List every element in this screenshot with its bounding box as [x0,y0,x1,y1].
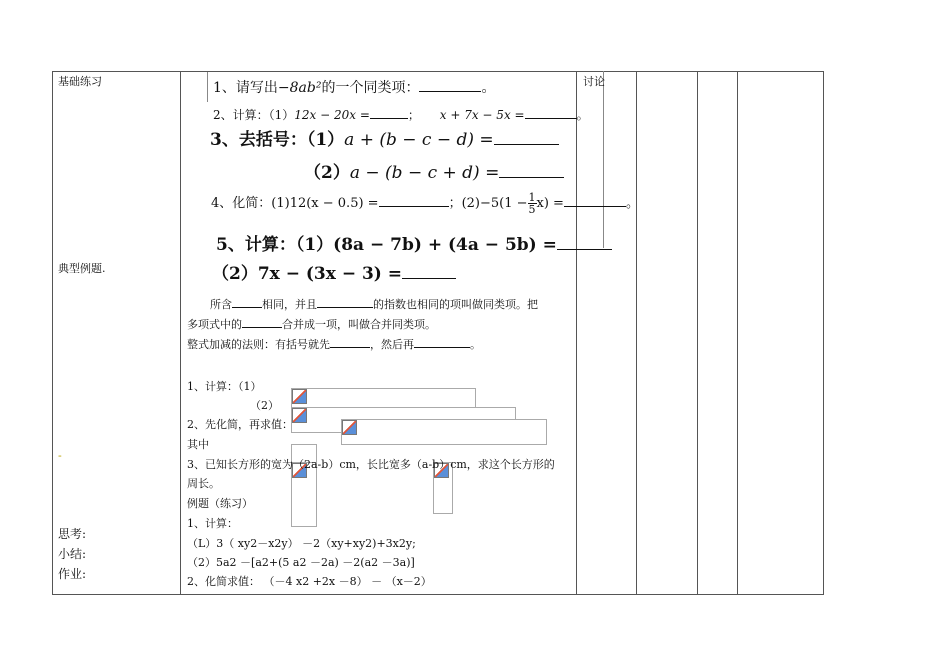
broken-image-icon [292,408,307,423]
table-top-border [52,71,824,72]
example-1-part-2: （2） [250,399,279,412]
broken-image-icon [292,389,307,404]
label-typical-example: 典型例题. [58,262,106,275]
practice-2: 2、化简求值： （－4 x2 +2x －8） － （x－2） [187,575,432,588]
concept-l1-c: 的指数也相同的项叫做同类项。把 [373,298,538,311]
exercise-1 [213,77,495,97]
exercise-3-expr2: a − (b − c + d) = [349,163,500,183]
exercise-2-expr2: x + 7x − 5x = [439,108,525,122]
column-divider-2 [576,71,577,595]
exercise-3-label2: （2） [304,163,350,183]
label-basic-practice: 基础练习 [58,75,102,88]
concept-l2-a: 多项式中的 [187,318,242,331]
practice-1-part-2: （2）5a2 －[a2+(5 a2 －2a) －2(a2 －3a)] [187,556,415,569]
practice-title: 例题（练习） [187,497,253,510]
exercise-2-expr1: 12x − 20x = [294,108,370,122]
column-divider-3 [636,71,637,595]
exercise-1-blank [419,79,481,92]
exercise-4-fraction [528,192,537,215]
exercise-2-end: 。 [576,108,589,122]
label-discussion: 讨论 [583,75,605,88]
concept-line-1 [210,295,538,312]
concept-blank-2 [317,295,373,308]
exercise-4-blank1 [379,194,449,207]
exercise-5-expr1: (8a − 7b) + (4a − 5b) = [333,235,557,255]
exercise-2-blank1 [370,106,408,119]
concept-l3-b: ，然后再 [370,338,414,351]
concept-l3-c: 。 [470,338,481,351]
exercise-2 [213,106,589,123]
example-3-line-1: 3、已知长方形的宽为（2a-b）cm，长比宽多（a-b）cm，求这个长方形的 [187,458,555,471]
concept-l1-b: 相同，并且 [262,298,317,311]
concept-line-3 [187,335,481,352]
exercise-5-label2: （2） [212,264,258,284]
exercise-3-blank1 [494,128,559,145]
image-frame-left [207,72,208,102]
exercise-3-line2 [304,158,564,183]
exercise-3-line1 [210,125,559,150]
exercise-4-expr2b: x) = [536,196,564,211]
concept-blank-1 [232,295,262,308]
concept-blank-4 [330,335,370,348]
practice-1: 1、计算： [187,517,238,530]
exercise-5-expr2: 7x − (3x − 3) = [257,264,403,284]
concept-blank-5 [414,335,470,348]
concept-l2-b: 合并成一项，叫做合并同类项。 [282,318,436,331]
exercise-5-line2 [212,259,456,284]
image-frame-right [603,71,604,248]
exercise-5-prefix: 5、计算：（1） [216,235,334,255]
exercise-1-end: 。 [481,80,496,96]
exercise-1-suffix: 的一个同类项： [321,80,420,96]
label-homework: 作业: [58,567,87,581]
concept-l3-a: 整式加减的法则：有括号就先 [187,338,330,351]
exercise-2-prefix: 2、计算：（1） [213,108,295,122]
fraction-denominator: 5 [528,203,536,216]
exercise-4 [211,192,639,215]
table-left-border [52,71,53,595]
fraction-numerator: 1 [528,191,536,204]
exercise-5-line1 [216,230,612,255]
exercise-2-blank2 [525,106,577,119]
example-1: 1、计算：（1） [187,380,262,393]
label-dash: - [58,449,62,462]
exercise-4-expr1: 12(x − 0.5) = [289,196,379,211]
exercise-4-expr2a: −5(1 − [479,196,528,211]
exercise-5-blank1 [557,233,612,250]
concept-l1-a: 所含 [210,298,232,311]
example-2-where: 其中 [187,438,209,451]
exercise-4-prefix: 4、化简：(1) [211,196,290,211]
concept-blank-3 [242,315,282,328]
table-bottom-border [52,594,824,595]
exercise-5-blank2 [402,262,456,279]
broken-image-icon [342,420,357,435]
example-2: 2、先化简，再求值： [187,418,293,431]
concept-line-2 [187,315,436,332]
label-think: 思考: [58,527,87,541]
column-divider-1 [180,71,181,595]
exercise-4-blank2 [564,194,626,207]
example-3-line-2: 周长。 [187,477,220,490]
column-divider-4 [697,71,698,595]
column-divider-5 [737,71,738,595]
label-summary: 小结: [58,547,87,561]
exercise-4-mid: ；(2) [448,196,480,211]
practice-1-part-1: （L）3（ xy2－x2y） －2（xy+xy2)+3x2y; [187,537,416,550]
exercise-3-blank2 [499,161,564,178]
exercise-3-prefix: 3、去括号：（1） [210,130,345,150]
exercise-1-prefix: 1、请写出 [213,80,278,96]
formula-placeholder-3 [341,419,547,445]
exercise-2-sep: ； [407,108,420,122]
exercise-4-end: 。 [625,196,639,211]
exercise-1-expr: −8ab² [277,80,322,96]
exercise-3-expr1: a + (b − c − d) = [344,130,494,150]
table-right-border [823,71,824,595]
